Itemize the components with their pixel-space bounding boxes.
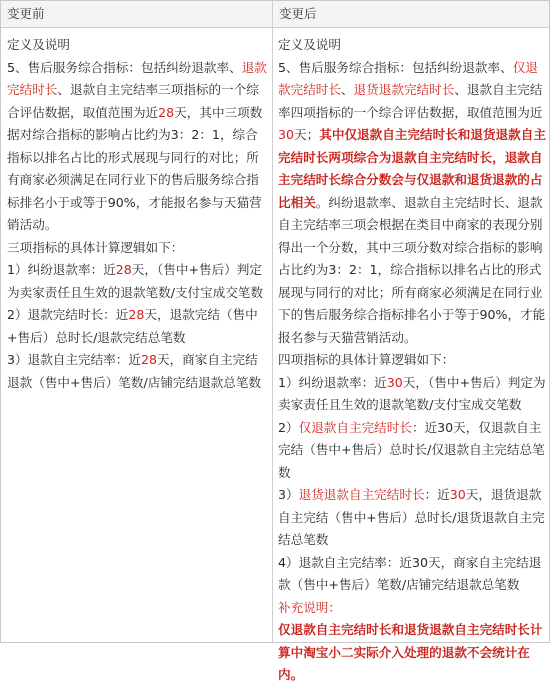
right-p1-c: 、: [340, 82, 354, 97]
left-item-3: [7, 349, 269, 394]
left-p1-e: 天，其中三项数据对综合指标的影响占比约为3：2：1，综合指标以排名占比的形式展现与同行的对比；所有商家必须满足在同行业下的售后服务综合指标排名小于或等于90%，才能报名参与天猫营销活动。: [7, 104, 263, 232]
header-after: 变更后: [279, 6, 317, 21]
right-i2-c: ：近30天，仅退款自主完结（售中+售后）总时长/仅退款自主完结总笔数: [278, 419, 545, 480]
left-p1-a: 5、售后服务综合指标：包括纠纷退款率、: [7, 59, 242, 75]
right-i2-a: 2）: [278, 419, 299, 435]
left-i1-a: 1）纠纷退款率：近: [7, 262, 116, 277]
left-item-2: [7, 304, 269, 349]
right-p1-refund-only: 仅退款完结时长: [278, 59, 538, 97]
left-i2-a: 2）退款完结时长：近: [7, 307, 129, 322]
right-supp-title: 补充说明：: [278, 599, 341, 615]
right-def-title: 定义及说明: [278, 37, 341, 52]
left-item-1: [7, 259, 269, 304]
left-i2-c: 天，退款完结（售中+售后）总时长/退款完结总笔数: [7, 307, 258, 345]
left-def-title: 定义及说明: [7, 37, 70, 52]
right-item-2: [278, 417, 546, 485]
right-p1-bold-note: 其中仅退款自主完结时长和退货退款自主完结时长两项综合为退款自主完结时长，退款自主完结时长综合分数会与仅退款和退货退款的占比相关: [278, 127, 546, 210]
right-i3-a: 3）: [278, 487, 299, 502]
left-i1-days: 28: [115, 262, 132, 277]
right-i3-e: 天，退货退款自主完结（售中+售后）总时长/退货退款自主完结总笔数: [278, 487, 545, 547]
right-p1-e: 、退款自主完结率四项指标的一个综合评估数据，取值范围为近: [278, 82, 543, 120]
right-p1-return-refund: 退货退款完结时长: [353, 82, 455, 97]
left-logic-title: 三项指标的具体计算逻辑如下：: [7, 239, 184, 255]
right-p1-a: 5、售后服务综合指标：包括纠纷退款率、: [278, 59, 513, 75]
left-paragraph: [7, 57, 269, 237]
right-i3-highlight: 退货退款自主完结时长: [298, 487, 425, 502]
right-supp-body: 仅退款自主完结时长和退货退款自主完结时长计算中淘宝小二实际介入处理的退款不会统计在内。: [278, 622, 543, 682]
left-i2-days: 28: [128, 307, 145, 322]
right-i1-a: 1）纠纷退款率：近: [278, 374, 387, 390]
column-divider: [272, 1, 273, 642]
table-header: [1, 1, 549, 28]
right-i2-highlight: 仅退款自主完结时长: [298, 419, 412, 435]
right-i3-c: ：近: [424, 487, 450, 502]
right-i1-c: 天，（售中+售后）判定为卖家责任且生效的退款笔数/支付宝成交笔数: [278, 374, 546, 412]
left-p1-days: 28: [158, 104, 175, 120]
right-i3-days: 30: [449, 487, 466, 502]
right-paragraph: [278, 57, 546, 350]
right-logic-title: 四项指标的具体计算逻辑如下：: [278, 352, 455, 367]
after-column: [278, 28, 546, 687]
header-before: 变更前: [7, 6, 45, 21]
right-item-4: 4）退款自主完结率：近30天，商家自主完结退款（售中+售后）笔数/店铺完结退款总笔数: [278, 554, 542, 592]
right-p1-days: 30: [278, 127, 295, 142]
right-p1-g: 天；: [294, 127, 320, 142]
left-i3-days: 28: [140, 352, 157, 367]
right-item-3: [278, 484, 546, 552]
right-i1-days: 30: [386, 374, 403, 390]
before-column: [7, 28, 269, 394]
left-p1-c: 、退款自主完结率三项指标的一个综合评估数据，取值范围为近: [7, 82, 259, 120]
right-item-1: [278, 372, 546, 417]
left-i1-c: 天，（售中+售后）判定为卖家责任且生效的退款笔数/支付宝成交笔数: [7, 262, 264, 300]
left-i3-c: 天，商家自主完结退款（售中+售后）笔数/店铺完结退款总笔数: [7, 352, 262, 390]
left-i3-a: 3）退款自主完结率：近: [7, 352, 141, 367]
left-p1-highlight: 退款完结时长: [7, 59, 267, 97]
right-p1-i: 。纠纷退款率、退款自主完结时长、退款自主完结率三项会根据在类目中商家的表现分别得出一个分数，其中三项分数对综合指标的影响占比约为3：2：1，综合指标以排名占比的形式展现与同行的对比；所有商家必须满足在同行业下的售后服务综合指标排名小于等于90%，才能报名参与天猫营销活动。: [278, 194, 546, 345]
